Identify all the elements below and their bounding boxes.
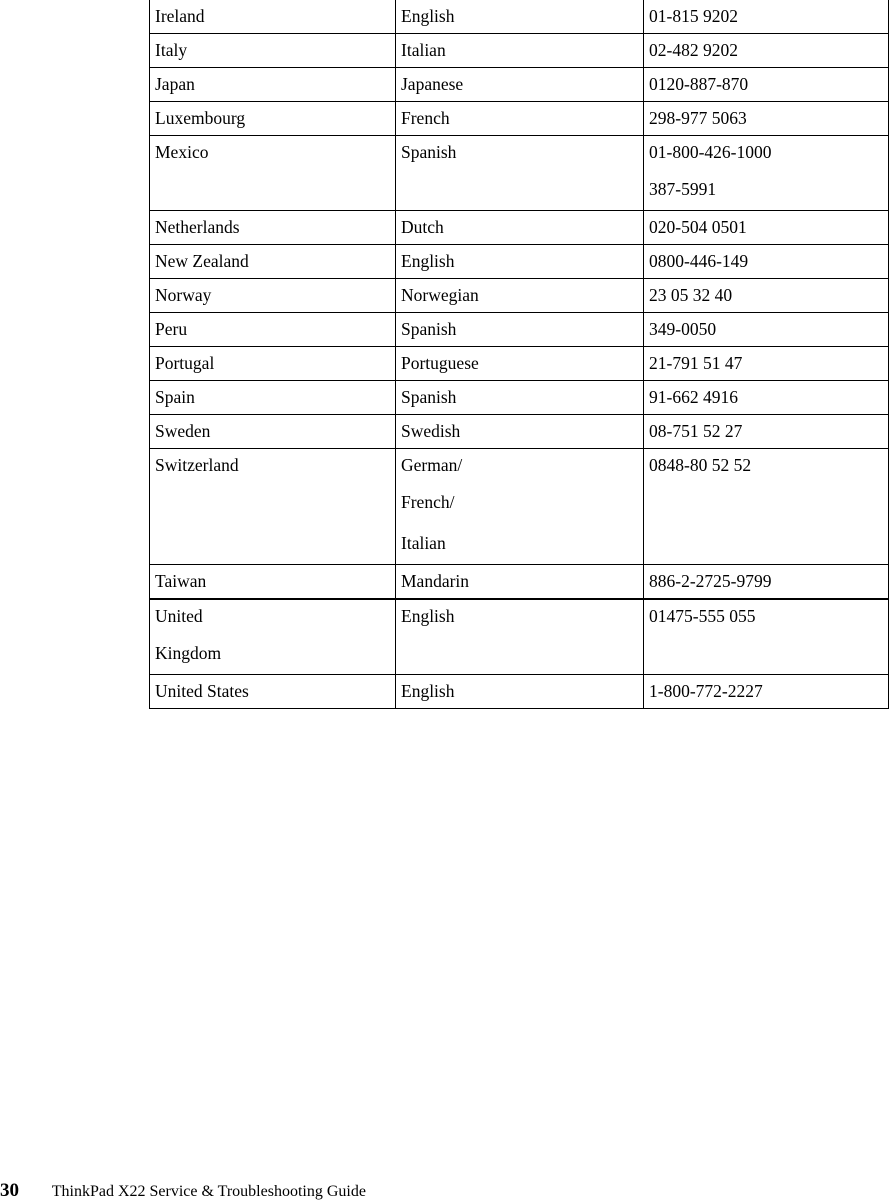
- language-cell: [396, 34, 644, 68]
- country-cell: [150, 136, 396, 211]
- phone-cell: [644, 245, 889, 279]
- language-cell: [396, 675, 644, 709]
- country-cell: [150, 68, 396, 102]
- country-cell: [150, 599, 396, 675]
- language-text: Portuguese: [401, 353, 479, 373]
- country-cell: [150, 313, 396, 347]
- table-row: [150, 675, 889, 709]
- country-cell: [150, 675, 396, 709]
- table-body: [150, 0, 889, 709]
- country-cell: [150, 279, 396, 313]
- language-text: Mandarin: [401, 571, 470, 591]
- table-row: [150, 415, 889, 449]
- country-text: Ireland: [155, 6, 205, 26]
- phone-text: 387-5991: [649, 179, 717, 199]
- country-text: Mexico: [155, 142, 209, 162]
- country-text: Sweden: [155, 421, 211, 441]
- phone-text: 02-482 9202: [649, 40, 738, 60]
- country-text: Taiwan: [155, 571, 207, 591]
- language-text: Spanish: [401, 387, 457, 407]
- country-cell: [150, 415, 396, 449]
- country-text: United States: [155, 681, 249, 701]
- language-cell: [396, 0, 644, 34]
- language-text: English: [401, 606, 455, 626]
- language-cell: [396, 347, 644, 381]
- table-row: [150, 245, 889, 279]
- language-cell: [396, 245, 644, 279]
- language-cell: [396, 565, 644, 600]
- language-cell: [396, 68, 644, 102]
- phone-text: 349-0050: [649, 319, 717, 339]
- table-row: [150, 599, 889, 675]
- phone-cell: [644, 415, 889, 449]
- phone-cell: [644, 68, 889, 102]
- language-cell: [396, 313, 644, 347]
- phone-text: 91-662 4916: [649, 387, 738, 407]
- phone-text: 01475-555 055: [649, 606, 756, 626]
- table-row: [150, 136, 889, 211]
- phone-text: 01-815 9202: [649, 6, 738, 26]
- phone-text: 298-977 5063: [649, 108, 747, 128]
- table-row: [150, 0, 889, 34]
- table-row: [150, 68, 889, 102]
- table-row: [150, 449, 889, 565]
- country-text: Japan: [155, 74, 195, 94]
- page-footer: [0, 1180, 366, 1202]
- table-row: [150, 313, 889, 347]
- language-cell: [396, 599, 644, 675]
- country-text: Peru: [155, 319, 188, 339]
- language-cell: [396, 279, 644, 313]
- phone-cell: [644, 347, 889, 381]
- country-cell: [150, 381, 396, 415]
- country-cell: [150, 565, 396, 600]
- language-text: Spanish: [401, 142, 457, 162]
- phone-cell: [644, 34, 889, 68]
- phone-text: 08-751 52 27: [649, 421, 743, 441]
- language-text: French: [401, 108, 450, 128]
- country-cell: [150, 211, 396, 245]
- phone-text: 01-800-426-1000: [649, 142, 772, 162]
- country-cell: [150, 102, 396, 136]
- country-text: United: [155, 606, 203, 626]
- table-row: [150, 34, 889, 68]
- phone-cell: [644, 449, 889, 565]
- phone-cell: [644, 565, 889, 600]
- country-text: New Zealand: [155, 251, 249, 271]
- country-text: Netherlands: [155, 217, 240, 237]
- phone-text: 886-2-2725-9799: [649, 571, 772, 591]
- language-cell: [396, 415, 644, 449]
- country-text: Norway: [155, 285, 212, 305]
- language-cell: [396, 449, 644, 565]
- phone-cell: [644, 599, 889, 675]
- language-text: English: [401, 251, 455, 271]
- phone-text: 23 05 32 40: [649, 285, 733, 305]
- support-phone-table: [149, 0, 889, 709]
- country-text: Spain: [155, 387, 195, 407]
- country-cell: [150, 34, 396, 68]
- table-row: [150, 347, 889, 381]
- country-cell: [150, 245, 396, 279]
- country-cell: [150, 0, 396, 34]
- phone-cell: [644, 211, 889, 245]
- language-text: Dutch: [401, 217, 444, 237]
- phone-cell: [644, 381, 889, 415]
- country-text: Luxembourg: [155, 108, 246, 128]
- language-text: Italian: [401, 40, 446, 60]
- language-cell: [396, 211, 644, 245]
- phone-cell: [644, 279, 889, 313]
- phone-text: 0800-446-149: [649, 251, 749, 271]
- country-cell: [150, 449, 396, 565]
- language-text: Italian: [401, 533, 446, 553]
- phone-cell: [644, 136, 889, 211]
- language-text: English: [401, 6, 455, 26]
- table-row: [150, 565, 889, 600]
- phone-cell: [644, 0, 889, 34]
- language-text: German/: [401, 455, 463, 475]
- language-text: Swedish: [401, 421, 461, 441]
- country-text: Kingdom: [155, 643, 222, 663]
- phone-text: 21-791 51 47: [649, 353, 743, 373]
- table-row: [150, 211, 889, 245]
- phone-text: 020-504 0501: [649, 217, 747, 237]
- language-cell: [396, 136, 644, 211]
- country-text: Switzerland: [155, 455, 239, 475]
- phone-cell: [644, 102, 889, 136]
- phone-text: 0848-80 52 52: [649, 455, 752, 475]
- table-row: [150, 102, 889, 136]
- phone-cell: [644, 675, 889, 709]
- phone-cell: [644, 313, 889, 347]
- country-cell: [150, 347, 396, 381]
- country-text: Portugal: [155, 353, 215, 373]
- page-number: 30: [0, 1180, 19, 1201]
- language-text: Spanish: [401, 319, 457, 339]
- language-text: French/: [401, 492, 455, 512]
- document-title: ThinkPad X22 Service & Troubleshooting Guide: [51, 1183, 366, 1200]
- language-cell: [396, 381, 644, 415]
- table-row: [150, 381, 889, 415]
- language-text: Japanese: [401, 74, 464, 94]
- phone-text: 0120-887-870: [649, 74, 749, 94]
- language-text: English: [401, 681, 455, 701]
- table-row: [150, 279, 889, 313]
- language-cell: [396, 102, 644, 136]
- language-text: Norwegian: [401, 285, 479, 305]
- phone-text: 1-800-772-2227: [649, 681, 763, 701]
- country-text: Italy: [155, 40, 188, 60]
